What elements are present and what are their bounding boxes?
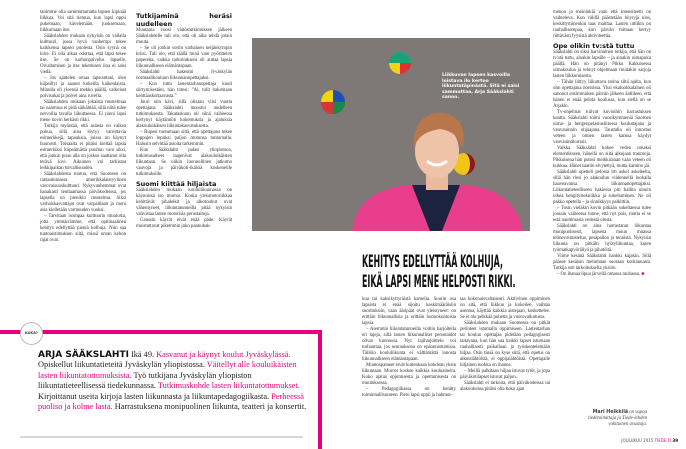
bio-segment: Työ tutkijana Jyväskylän yliopiston liikuntatieteellisessä tiedekunnassa.	[38, 370, 252, 391]
paragraph	[40, 100, 126, 124]
paragraph-text: Juuri niin kävi, sillä olisaan viisi vuotta opettajana Sääkslahti innostui uudelleen tutkimuksesta. Takataskuun oli siinä vaiheessa kertynyt käytännön kokemuksia ja ajatuksia alakouluikäisen liikuntakasvatuksesta.	[136, 100, 232, 129]
article-column-3	[362, 297, 456, 399]
bio-segment: Opiskellut liikuntatieteitä Jyväskylän yliopistossa.	[38, 360, 207, 370]
paragraph-text: Gaussin käyrät eivät enää päde. Käyrät muistuttavat pikemmin joko pannukak-	[136, 218, 232, 229]
paragraph	[553, 110, 651, 146]
paragraph	[362, 387, 456, 399]
paragraph-text: – Kun tuttu lastentarhanopettaja kuuli siirtymisestäni, hän totesi: ”Ai, tulit hakemaan kenttäaskortaavasta.”	[136, 82, 232, 99]
paragraph-text: Sääkslahdesta tuntuu, että Suomeen on rantautumassa amerikkalaistyylinen varovaisuuskulttuuri. Nykyvanhemmat ovat hanakasti tenttaamassa päiväkodeissa, jos lapsella on pienikin mustelma. Siksi varhaiskasvattajat ovat varpaillaan ja moni asia kielletään varmuuden vuoksi.	[40, 172, 126, 213]
paragraph	[40, 34, 126, 76]
paragraph-text: Sääkslahti on siksi harvinainen tutkija, että hän on tv:stä tuttu, ainakin lapsille – ja ainakin uimapuku päällä. Hän on pitänyt Pikku Kakkosessa uimakoulua ja tehnyt ohjelmaan muitakin sarjoja lasten liikkumisesta.	[553, 50, 651, 79]
section-heading	[136, 180, 232, 188]
paragraph-text: Tutkija myöntää, että asiasta on vaikea puhua, sillä aina löytyy varoittavia esimerkkejä, tapauksia, joissa on käynyt huonosti. Toisaalta ei pitäisi kieltää lapsia esimerkiksi kiipeämästä puuhun vain siksi, että jonkin puun alla on joskus saattanut olla terävä kivi. Aikuinen voi tarkistaa leikkipaikan turvallisuuden.	[40, 124, 126, 171]
article-column-5	[553, 10, 651, 278]
headline-line-2: EIKÄ LAPSI MENE HELPOSTI RIKKI.	[362, 272, 516, 291]
paragraph	[460, 321, 550, 369]
paragraph	[553, 170, 651, 206]
juggling-ball-2	[321, 90, 345, 114]
article-photo	[252, 38, 530, 231]
heading-text: Suomi kiittää hiljaista	[136, 180, 217, 188]
juggling-ball-1	[389, 52, 411, 74]
bio-highlight: Kasvanut ja käynyt koulut Jyväskylässä.	[156, 350, 291, 359]
article-column-2	[136, 10, 232, 230]
bio-segment: Kirjoittanut useita kirjoja lasten liikunnasta ja liikuntapedagogiikasta.	[38, 391, 272, 401]
paragraph-text: tanimme olla sammuttamatta lapsen kipinää liikkua. Voi sitä riemua, kun lapsi oppii pukemaan, kävelemään, juoksemaan, liikkumaan itse.	[40, 10, 126, 33]
paragraph	[136, 148, 232, 178]
paragraph-text: Sääkslahden mukaan jokaista mustelmaa tai naarmua ei pidä säikähtää, sillä niitä tulee nervoilla tavalla liikuttaessa. Ei pieni lapsi mene kovin herkästi rikki.	[40, 100, 126, 123]
article-column-4	[460, 297, 550, 393]
paragraph-text: Sääkslahti ei tarkoita, että päiväkodeissa tai alakouluissa pitäisi olla koko ajan	[460, 381, 550, 392]
paragraph-text: – Aiemmin liikuntatunneilla voitiin harjoitella eri lajeja, sillä lasten liikunnalliset perustaidot olivat kunnossa. Nyt lajiharjoittelu voi turhauttaa, jos seurauksena on epäonnistumisia. Tällöin koululiikunta ei välttämättä innosta liikunnalliseen elämäntapaan.	[362, 327, 456, 362]
bio-name: ARJA SÄÄKSLAHTI	[38, 350, 129, 360]
paragraph-text: – Se oli jonkin sortin varhainen neljänkympin kriisi. Tuli olo, että täällä minä vain pyörittelen papereita, vaikka tarkoitukseni oli auttaa lapsia liikunnalliseen elämäntapaan.	[136, 46, 232, 69]
paragraph	[362, 297, 456, 327]
paragraph-text: kua tai kaksikyttyräistä kamelia. Suurin osa lapsista ei enää sijoitu keskimääräisiin suorituksiin, vaan ääripäät ovat yleistyneet: on erittäin liikunnallisia ja erittäin huonokuntoisia lapsia.	[362, 297, 456, 326]
section-heading	[136, 12, 232, 28]
author-description: on vapaa tiedetoimittaja ja Tiede-lehden vakituinen avustaja.	[588, 410, 647, 428]
paragraph	[553, 272, 651, 278]
paragraph-text: Sääkslahti on aina harrastanut liikuntaa monipuolisesti, lapsena muun muassa telinevoimistelua, pesäpalloa ja tennistä. Nykyisin liikunta on pitkälti hyötyliikuntaa, kuten työmatkapyöräilyä ja pihatöitä.	[553, 224, 651, 253]
paragraph	[553, 146, 651, 170]
paragraph-text: – Tarvitaan isompaa kulttuurin muutosta, jotta ymmärrämme, että optimaalinen kehitys edellyttää pieniä kolhuja. Niin saa tuntoaistimuksen siitä, missä oman kehon rajat ovat.	[40, 214, 126, 243]
heading-text: Ope olikin tv:stä tuttu	[553, 42, 635, 50]
paragraph	[460, 381, 550, 393]
paragraph	[40, 124, 126, 172]
paragraph-text: Sääkslahden mukaan Suomessa on pitkät perinteet istumalla oppimiseen. Lastentarhan tai koulun opettajaa pidetään pedagogisesti taitavana, kun hän saa kaikki lapset istumaan rauhallisesti paikallaan ja työskentelemään hiljaa. Osin tässä on kyse siitä, että opetus on aikuislähtöistä, ei oppijalähtöistä. Opettajalle hiljainen luokka on ihanne.	[460, 321, 550, 368]
paragraph	[136, 70, 232, 82]
paragraph	[553, 10, 651, 40]
paragraph-text: Vaikka Sääkslahti kokee veden omaksi elementikseen, hänellä on siitä alkujaan traumoja. Pikkuisena hän putosi meikkiranan vaan veteen oli hukkua. Hänet saatiin elvytettyä, mutta kammo jäi.	[553, 146, 651, 169]
page-number: 39	[672, 438, 678, 443]
paragraph-text: – Tähän liittyy liikuttava tarina siltä ajalta, kun olin opettajana norssissa. Yksi ekaluokkalainen oli sanonut ensimmäisen päivän jälkeen äidilleen, että hänen ei enää pelota koulussa, kun siellä on se Arjakin.	[553, 80, 651, 109]
paragraph-text: taa kokonaisvaltaisesti. Aktiivinen oppiminen on sitä, että liikkuu ja kokeilee, vaihtaa asentoa, käyttää kaikkia aistejaan, koskettelee. Se ei ole pelkkää puhetta ja vuorovaikutusta.	[460, 297, 550, 320]
paragraph	[553, 254, 651, 272]
paragraph	[553, 224, 651, 254]
author-credit	[585, 410, 647, 429]
article-headline	[362, 252, 516, 292]
paragraph	[136, 100, 232, 130]
paragraph-text: – Rupesi tuntumaan siltä, että opettajana tekee loppujen lopuksi paljon mutunsa tuntumalla. Halusin selvittää asioita tarkemmin.	[136, 130, 232, 147]
section-heading	[553, 42, 651, 50]
paragraph-text: – Pedagogiikassa on herätty toiminnallisuuteen. Pieni lapsi oppii ja hahmot-	[362, 387, 456, 398]
paragraph-text: Muutama vuosi väitöstutkimuksen jälkeen Sääkslahdelle tuli olo, että oli aika tehdä jotain muuta.	[136, 28, 232, 45]
paragraph	[136, 218, 232, 230]
bio-highlight: Väitellyt alle kouluikäisten lasten liikuntatottumuksista.	[38, 360, 297, 380]
paragraph	[362, 363, 456, 387]
paragraph	[136, 28, 232, 46]
paragraph	[460, 369, 550, 381]
bio-segment: Harrastuksena monipuolinen liikunta, teatteri ja konsertit.	[112, 402, 307, 412]
kuka-badge: KUKA?	[20, 322, 43, 345]
paragraph-text: Sääkslahden mukaan koululiikunnassa on käynnissä iso murros. Koska yleismotoriikkaa kehittävät pihaleikit ja ulkotouhut ovat vähentyneet, liikuntatunneilla pitää nykyisin vahvistaa lasten motorisia perustaitoja.	[136, 188, 232, 217]
paragraph	[136, 82, 232, 100]
bio-box-right-border	[318, 330, 322, 449]
bio-highlight: Perheessä puoliso ja kolme lasta.	[38, 391, 304, 412]
paragraph	[553, 206, 651, 224]
paragraph-text: Muutospaineet eivät kuitenkaan kohdistu yksin liikuntaan. Murros koskee kaikkia kouluaineita. Koko ajatus oppimisesta ja opettamisesta on muutoksessa.	[362, 363, 456, 386]
heading-text: Tutkijaminä heräsi uudelleen	[136, 12, 232, 28]
bio-text	[38, 350, 310, 412]
paragraph	[40, 76, 126, 100]
article-column-1	[40, 10, 126, 244]
paragraph	[460, 297, 550, 321]
paragraph	[136, 46, 232, 70]
paragraph-text: Sääkslahden mukaan nykyisin on vallalla kulttuuri, jossa hyvä vanhempi tekee kaikkensa lapsen puolesta. Osin syynä on kiire. Ei olla aikaa odottaa, että lapsi tekee itse. Se on karhunpalvelus lapselle. Oivaltamisen ja itse tekemisen iloa ei saisi viedä.	[40, 34, 126, 75]
bio-box-top-border	[0, 330, 322, 334]
paragraph	[553, 50, 651, 80]
paragraph-text: – Jos ajattelen omaa lapsuuttani, olen kiipeillyt ja saanut kokeilla kaikenlaista. Minulla oli yleensä mekko päällä, valkoiset polvisukat ja polvet aina ruvella.	[40, 76, 126, 99]
paragraph	[40, 214, 126, 244]
page-footer	[560, 438, 678, 443]
paragraph-text: Sääkslahti hakeutui Jyväskylän normaalikouluun liikunnanopettajaksi.	[136, 70, 232, 81]
bio-segment: Ikä 49.	[128, 350, 157, 359]
issue-date: JOULUKUU 2015	[621, 438, 654, 443]
bio-highlight: Tutkimuskohde lasten liikuntatottumukset.	[157, 381, 300, 391]
end-mark-icon: ■	[641, 272, 645, 277]
paragraph-text: Kun Sääkslahti palasi yliopistoon, tutkimusaiheet laajenivat alakouluikäisten liikuntaan. Se olikin luonnollinen jatkumo vauvoja ja päiväkoti-ikäisiä koskeneille tutkimuksille.	[136, 148, 232, 177]
paragraph-text: Sääkslahti opetteli pelosta irti askel askeleelta, sillä hän riesi jo alakoulun viidennellä luokalla haaveavansa liikunnanopettajaksi. Liikuntatieteelliseen hakiessa piti hallita uinnin oikea hengitystekniikka ja sukeltaminen. Ne oli pakko opetella – ja sinnikkyys palkittiin.	[553, 170, 651, 205]
paragraph	[362, 327, 456, 363]
author-name: Mari Heikkilä	[592, 410, 629, 415]
photo-caption: Liikkuvan lapsen kasvoilla loistava ilo kertoo liikuntatäpinästä. Sitä ei saisi sammuttaa, Arja Sääkslahti sanoo.	[442, 73, 520, 101]
divider	[20, 436, 303, 438]
paragraph	[553, 80, 651, 110]
magazine-name: TIEDE.FI	[654, 438, 672, 443]
paragraph-text: Tv-ohjelmat tulivat kuvioihin harrastuksen kautta. Sääkslahti toimi vuosikymmeniä Suomen uima- ja hengenpelastusliitossa kouluttajana ja vauvauinnin ohjaajana. Taustalla oli innostus veteen ja omien lasten kanssa käydyt vauvauintikurssit.	[553, 110, 651, 145]
headline-line-1: KEHITYS EDELLYTTÄÄ KOLHUJA,	[362, 252, 503, 271]
paragraph-text: – Tosin vieläkin kovin pitkään sukeltaessa tulee jossain vaiheessa tunne, että nyt pois, mutta ei se estä nauttimasta vedestä olosta.	[553, 206, 651, 223]
paragraph-text: Viime kesänä Sääkslahti hankki kajakin. Sillä pääsee kesäisin melomaan suoraan kotirannasta. Tutkija osti tarkoituksella yksiön.	[553, 254, 651, 271]
paragraph-text: – Meillä palkitaan hiljaa istuvat tytöt, ja jopa päiväkotilapset istuvat paljon.	[460, 369, 550, 380]
juggling-woman-image	[252, 38, 530, 231]
paragraph	[40, 172, 126, 214]
paragraph-text: – On ihanaa lipua järvellä omassa rauhassa.	[557, 272, 641, 277]
paragraph-text: menoa ja meininkiä vaan että intensiteetti on vaihteleva. Kun välillä päästetään höyryjä ulos, keskittyminenkin taas maittaa. Lasten uttilkin on rauhallisempaa, kun päivän mittaan kertyy riittävästi fyysistä aktiviteettia.	[553, 10, 651, 39]
paragraph	[136, 130, 232, 148]
paragraph	[40, 10, 126, 34]
paragraph	[136, 188, 232, 218]
